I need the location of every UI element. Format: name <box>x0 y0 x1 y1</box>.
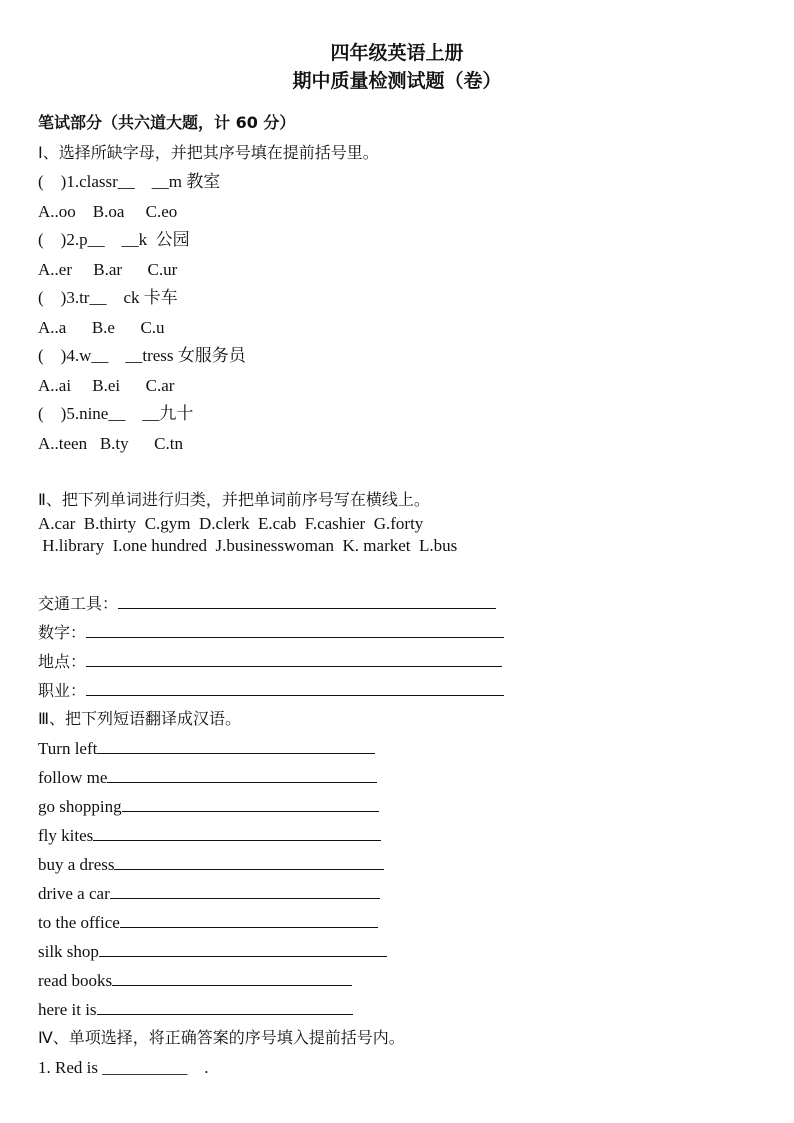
category-places <box>38 651 502 672</box>
page-title: 四年级英语上册 <box>330 42 464 64</box>
answer-line-places[interactable] <box>86 651 502 667</box>
part3-heading: Ⅲ、把下列短语翻译成汉语。 <box>38 709 242 728</box>
answer-line-transport[interactable] <box>118 593 496 609</box>
answer-line-phrase-5[interactable] <box>114 854 384 870</box>
question-2-stem: ( )2.p__ __k 公园 <box>38 230 190 249</box>
category-transport <box>38 593 496 614</box>
word-list-line-2: H.library I.one hundred J.businesswoman K. market L.bus <box>38 536 458 555</box>
answer-line-phrase-10[interactable] <box>97 999 353 1015</box>
part1-heading: Ⅰ、选择所缺字母，并把其序号填在提前括号里。 <box>38 143 379 162</box>
answer-line-jobs[interactable] <box>86 680 504 696</box>
answer-line-phrase-3[interactable] <box>122 796 379 812</box>
question-5-stem: ( )5.nine__ __九十 <box>38 404 194 423</box>
phrase-here-it-is: here it is <box>38 1000 97 1019</box>
category-jobs-label: 职业： <box>38 681 87 700</box>
phrase-fly-kites: fly kites <box>38 826 94 845</box>
answer-line-phrase-1[interactable] <box>97 738 375 754</box>
question-1-options: A..oo B.oa C.eo <box>38 202 178 221</box>
phrase-row-1 <box>38 738 375 759</box>
category-transport-label: 交通工具： <box>38 594 119 613</box>
category-jobs <box>38 680 504 701</box>
phrase-turn-left: Turn left <box>38 739 98 758</box>
phrase-read-books: read books <box>38 971 113 990</box>
question-1-stem: ( )1.classr__ __m 教室 <box>38 172 221 191</box>
question-5-options: A..teen B.ty C.tn <box>38 434 183 453</box>
phrase-go-shopping: go shopping <box>38 797 122 816</box>
written-section-heading: 笔试部分（共六道大题，计 60 分） <box>38 113 296 132</box>
question-3-options: A..a B.e C.u <box>38 318 165 337</box>
word-list-line-1: A.car B.thirty C.gym D.clerk E.cab F.cashier G.forty <box>38 514 424 533</box>
answer-line-numbers[interactable] <box>86 622 504 638</box>
answer-line-phrase-9[interactable] <box>112 970 352 986</box>
phrase-drive-a-car: drive a car <box>38 884 110 903</box>
phrase-to-the-office: to the office <box>38 913 120 932</box>
part4-question-1: 1. Red is __________ . <box>38 1058 209 1077</box>
part2-heading: Ⅱ、把下列单词进行归类，并把单词前序号写在横线上。 <box>38 490 430 509</box>
category-numbers-label: 数字： <box>38 623 87 642</box>
phrase-row-8 <box>38 941 387 962</box>
phrase-row-9 <box>38 970 352 991</box>
phrase-row-2 <box>38 767 377 788</box>
answer-line-phrase-7[interactable] <box>120 912 378 928</box>
page-subtitle: 期中质量检测试题（卷） <box>292 70 502 92</box>
answer-line-phrase-8[interactable] <box>99 941 387 957</box>
phrase-silk-shop: silk shop <box>38 942 99 961</box>
phrase-row-6 <box>38 883 380 904</box>
answer-line-phrase-4[interactable] <box>93 825 381 841</box>
phrase-row-3 <box>38 796 379 817</box>
phrase-buy-a-dress: buy a dress <box>38 855 115 874</box>
question-4-options: A..ai B.ei C.ar <box>38 376 175 395</box>
category-numbers <box>38 622 504 643</box>
part4-heading: Ⅳ、单项选择，将正确答案的序号填入提前括号内。 <box>38 1028 405 1047</box>
phrase-row-10 <box>38 999 353 1020</box>
category-places-label: 地点： <box>38 652 87 671</box>
question-2-options: A..er B.ar C.ur <box>38 260 178 279</box>
phrase-row-7 <box>38 912 378 933</box>
phrase-row-4 <box>38 825 381 846</box>
answer-line-phrase-2[interactable] <box>107 767 377 783</box>
question-3-stem: ( )3.tr__ ck 卡车 <box>38 288 178 307</box>
phrase-follow-me: follow me <box>38 768 108 787</box>
question-4-stem: ( )4.w__ __tress 女服务员 <box>38 346 246 365</box>
phrase-row-5 <box>38 854 384 875</box>
answer-line-phrase-6[interactable] <box>110 883 380 899</box>
